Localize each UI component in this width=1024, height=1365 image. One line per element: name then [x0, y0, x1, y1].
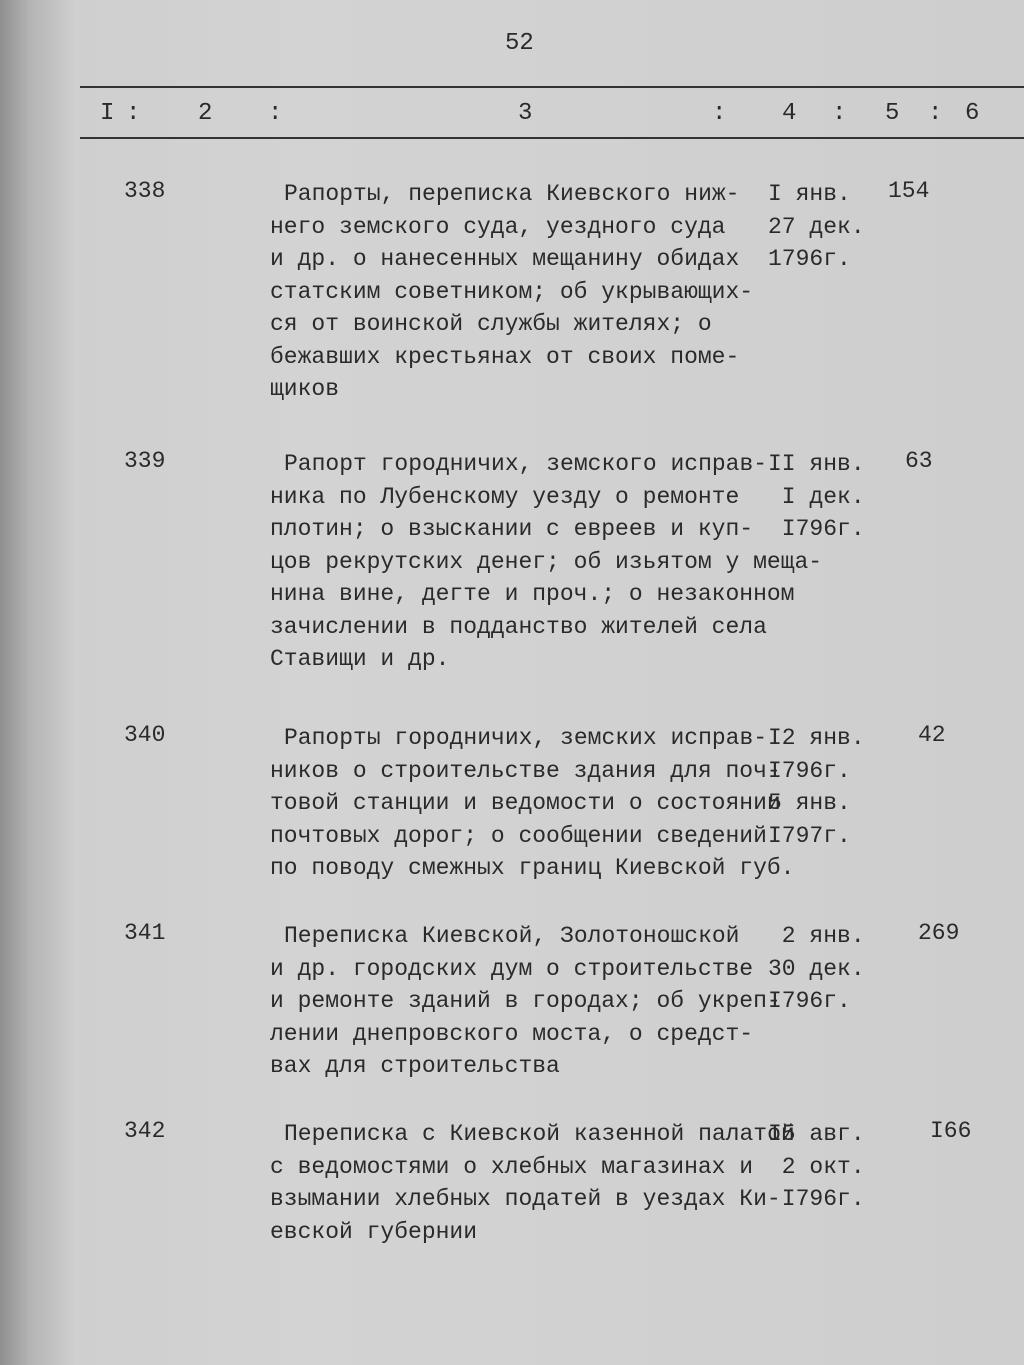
separator: : — [268, 100, 283, 127]
date-line: 2 окт. — [768, 1153, 865, 1180]
entry-number: 340 — [124, 722, 166, 748]
date-line: 5 янв. — [768, 790, 851, 816]
separator: : — [928, 100, 943, 127]
date-line: I дек. — [768, 483, 865, 510]
sheet-count: 42 — [918, 722, 946, 748]
date-line: I796г. — [768, 1186, 865, 1212]
description-line: ника по Лубенскому уезду о ремонте — [270, 483, 740, 510]
description-line: щиков — [270, 376, 340, 402]
date-line: I янв. — [768, 181, 851, 207]
description-line: по поводу смежных границ Киевской губ. — [270, 855, 795, 881]
sheet-count: 63 — [905, 448, 933, 474]
column-header-1: I — [100, 100, 115, 127]
entry-number: 341 — [124, 920, 166, 946]
column-header-3: 3 — [518, 100, 533, 127]
date-line: 2 янв. — [768, 923, 865, 949]
description-line: статским советником; об укрывающих- — [270, 278, 754, 305]
description-line: с ведомостями о хлебных магазинах и — [270, 1153, 754, 1180]
description-line: бежавших крестьянах от своих поме- — [270, 343, 740, 370]
description-line: ников о строительстве здания для поч- — [270, 757, 781, 784]
date-line: I797г. — [768, 822, 851, 849]
description-line: Ставищи и др. — [270, 646, 450, 672]
description-line: и ремонте зданий в городах; об укреп- — [270, 988, 781, 1014]
entry-dates — [768, 1118, 865, 1216]
column-header-4: 4 — [782, 100, 797, 127]
entry-dates — [768, 920, 865, 1018]
date-line: 27 дек. — [768, 213, 865, 240]
entry-description — [270, 1118, 795, 1248]
entry-description — [270, 178, 753, 406]
description-line: него земского суда, уездного суда — [270, 213, 726, 240]
page-number: 52 — [505, 30, 534, 57]
date-line: 30 дек. — [768, 955, 865, 982]
sheet-count: 154 — [888, 178, 930, 204]
description-line: Переписка с Киевской казенной палатой — [284, 1121, 795, 1147]
description-line: нина вине, дегте и проч.; о незаконном — [270, 581, 795, 607]
description-line: евской губернии — [270, 1218, 478, 1245]
description-line: ся от воинской службы жителях; о — [270, 311, 712, 337]
entry-number: 338 — [124, 178, 166, 204]
description-line: лении днепровского моста, о средст- — [270, 1020, 754, 1047]
separator: : — [126, 100, 141, 127]
description-line: плотин; о взыскании с евреев и куп- — [270, 516, 754, 542]
separator: : — [832, 100, 847, 127]
date-line: I796г. — [768, 516, 865, 542]
description-line: Переписка Киевской, Золотоношской — [284, 923, 740, 949]
entry-dates — [768, 448, 865, 546]
description-line: почтовых дорог; о сообщении сведений — [270, 822, 767, 849]
description-line: Рапорты городничих, земских исправ- — [284, 725, 768, 751]
entry-dates — [768, 178, 865, 276]
description-line: взымании хлебных податей в уездах Ки- — [270, 1186, 781, 1212]
date-line: I5 авг. — [768, 1121, 865, 1147]
column-header-5: 5 — [885, 100, 900, 127]
entry-number: 342 — [124, 1118, 166, 1144]
description-line: товой станции и ведомости о состоянии — [270, 790, 781, 816]
entry-description — [270, 722, 795, 885]
date-line: I796г. — [768, 757, 851, 784]
entry-dates — [768, 722, 865, 852]
description-line: Рапорт городничих, земского исправ- — [284, 451, 768, 477]
entry-description — [270, 448, 822, 676]
entry-description — [270, 920, 781, 1083]
entry-number: 339 — [124, 448, 166, 474]
description-line: зачислении в подданство жителей села — [270, 613, 767, 640]
column-header-2: 2 — [198, 100, 213, 127]
description-line: вах для строительства — [270, 1053, 560, 1079]
header-top-rule — [80, 86, 1024, 88]
header-bottom-rule — [80, 137, 1024, 139]
column-header-6: 6 — [965, 100, 980, 127]
description-line: и др. городских дум о строительстве — [270, 955, 754, 982]
description-line: Рапорты, переписка Киевского ниж- — [284, 181, 740, 207]
description-line: и др. о нанесенных мещанину обидах — [270, 246, 740, 272]
sheet-count: I66 — [930, 1118, 972, 1144]
date-line: I2 янв. — [768, 725, 865, 751]
separator: : — [712, 100, 727, 127]
date-line: I796г. — [768, 988, 851, 1014]
sheet-count: 269 — [918, 920, 960, 946]
date-line: II янв. — [768, 451, 865, 477]
description-line: цов рекрутских денег; об изьятом у меща- — [270, 548, 823, 575]
date-line: 1796г. — [768, 246, 851, 272]
